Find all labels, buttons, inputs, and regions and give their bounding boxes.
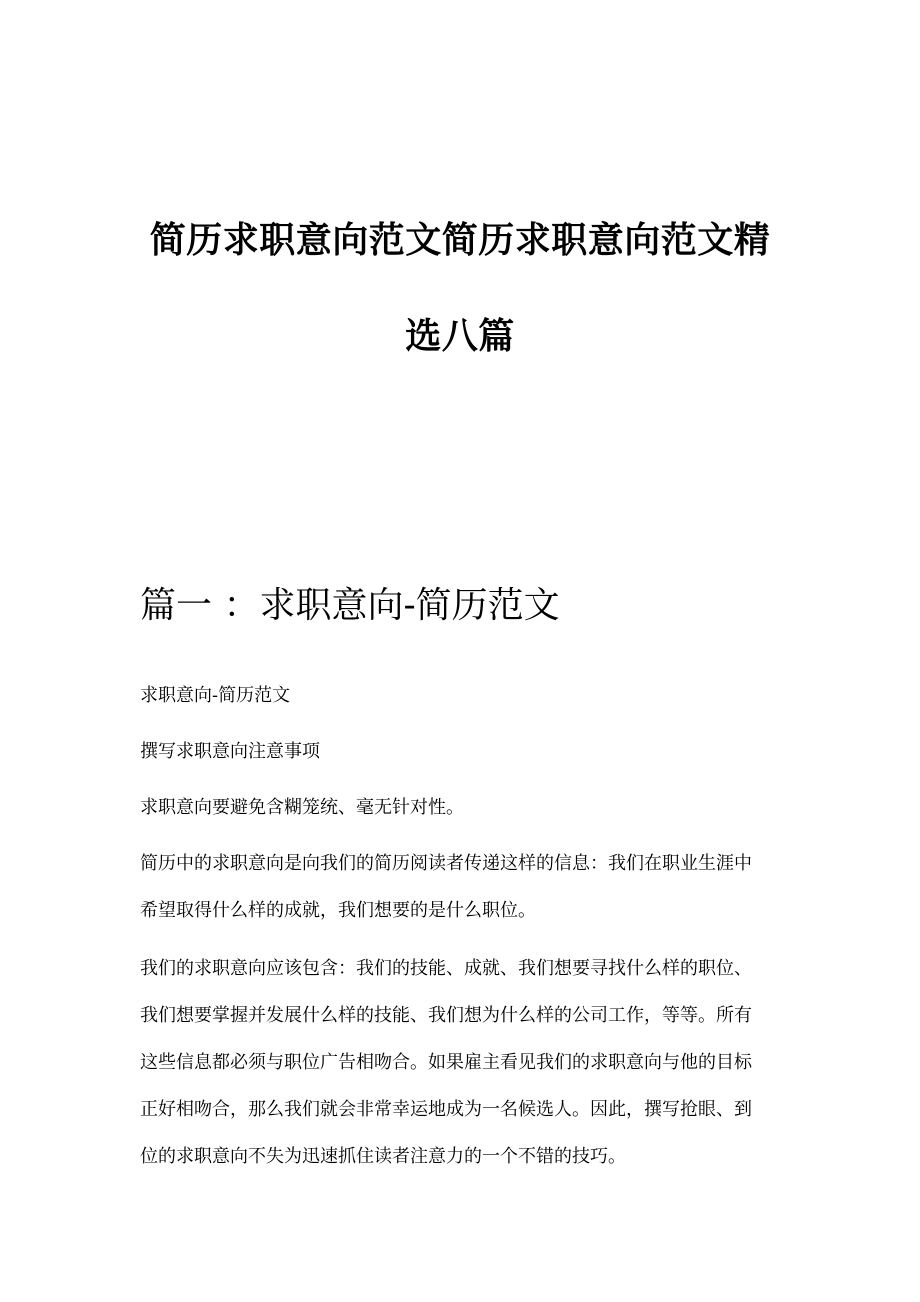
paragraph-line: 这些信息都必须与职位广告相吻合。如果雇主看见我们的求职意向与他的目标 — [140, 1052, 752, 1073]
paragraph-intent-content — [140, 945, 780, 1180]
paragraph-intent-message — [140, 840, 780, 934]
paragraph-line: 希望取得什么样的成就，我们想要的是什么职位。 — [140, 900, 536, 921]
paragraph-notes-heading: 撰写求职意向注意事项 — [140, 741, 320, 762]
paragraph-line: 我们想要掌握并发展什么样的技能、我们想为什么样的公司工作，等等。所有 — [140, 1005, 752, 1026]
paragraph-line: 我们的求职意向应该包含：我们的技能、成就、我们想要寻找什么样的职位、 — [140, 958, 752, 979]
paragraph-avoid-vague: 求职意向要避免含糊笼统、毫无针对性。 — [140, 797, 464, 818]
paragraph-line: 正好相吻合，那么我们就会非常幸运地成为一名候选人。因此，撰写抢眼、到 — [140, 1099, 752, 1120]
paragraph-line: 简历中的求职意向是向我们的简历阅读者传递这样的信息：我们在职业生涯中 — [140, 853, 752, 874]
document-title-line-1: 简历求职意向范文简历求职意向范文精 — [149, 219, 771, 261]
document-title-line-2: 选八篇 — [405, 315, 515, 357]
section-heading: 篇一 ：求职意向-简历范文 — [140, 585, 560, 626]
paragraph-line: 位的求职意向不失为迅速抓住读者注意力的一个不错的技巧。 — [140, 1146, 626, 1167]
document-body — [140, 0, 780, 1302]
paragraph-subtitle: 求职意向-简历范文 — [140, 685, 291, 706]
